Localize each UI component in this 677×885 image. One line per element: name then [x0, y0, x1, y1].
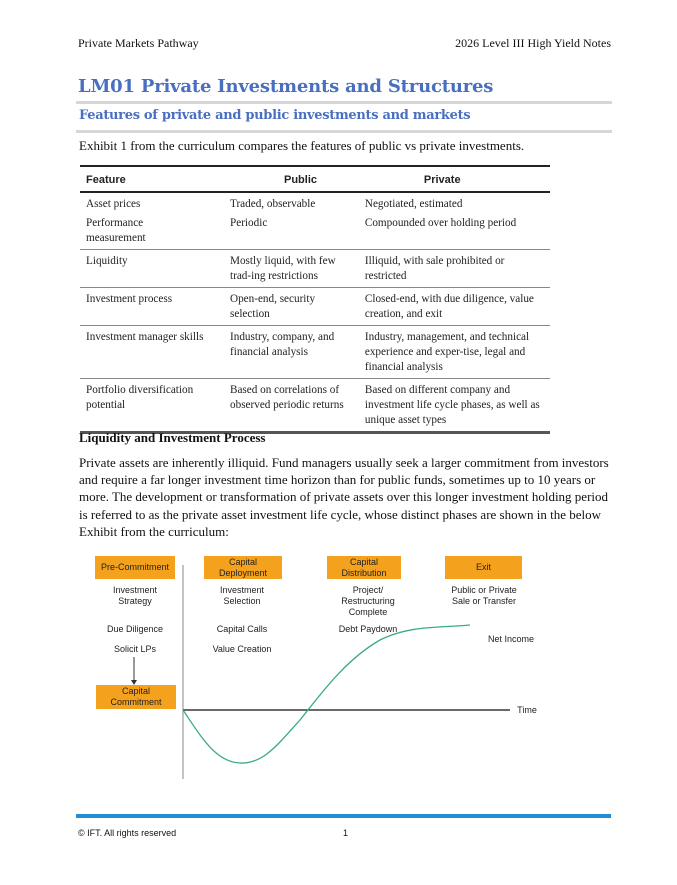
- cell-feature: Liquidity: [80, 250, 224, 288]
- phase-box-capital-deployment: Capital Deployment: [204, 556, 282, 579]
- intro-text: Exhibit 1 from the curriculum compares the features of public vs private investments.: [79, 138, 525, 153]
- net-income-curve: [183, 625, 470, 763]
- phase-item: Value Creation: [212, 644, 272, 654]
- footer-copyright: © IFT. All rights reserved: [78, 828, 177, 838]
- cell-public: Mostly liquid, with few trad-ing restrictions: [224, 250, 359, 288]
- phase-item: Due Diligence: [106, 624, 164, 634]
- phase-item: Project/ Restructuring Complete: [341, 585, 395, 617]
- cell-private: Closed-end, with due diligence, value creation, and exit: [359, 288, 550, 326]
- cell-feature: Asset prices: [86, 198, 141, 210]
- header-public: Public: [224, 166, 359, 192]
- footer-page-number: 1: [343, 828, 349, 838]
- footer-rule: [76, 814, 611, 818]
- header-left: Private Markets Pathway: [78, 36, 199, 50]
- cell-public: Based on correlations of observed periodic returns: [224, 379, 359, 433]
- phase-item: Investment Selection: [219, 585, 265, 606]
- cell-private: Negotiated, estimated: [364, 198, 463, 210]
- phase-box-exit: Exit: [445, 556, 522, 579]
- cell-private: Illiquid, with sale prohibited or restricted: [359, 250, 550, 288]
- cell-public: Industry, company, and financial analysis: [224, 326, 359, 379]
- time-axis-label: Time: [517, 705, 537, 715]
- header-private: Private: [359, 166, 550, 192]
- cell-feature: Portfolio diversification potential: [80, 379, 224, 433]
- cell-public: Periodic: [224, 215, 359, 250]
- section-subtitle: Features of private and public investments and markets: [79, 108, 471, 123]
- net-income-label: Net Income: [487, 634, 535, 644]
- page-title: LM01 Private Investments and Structures: [78, 76, 494, 97]
- cell-private: Industry, management, and technical experience and exper-tise, legal and financial analysis: [359, 326, 550, 379]
- phase-item: Solicit LPs: [113, 644, 157, 654]
- header-feature: Feature: [80, 166, 224, 192]
- header-right: 2026 Level III High Yield Notes: [455, 36, 611, 50]
- liquidity-heading: Liquidity and Investment Process: [79, 430, 266, 445]
- cell-public: Open-end, security selection: [224, 288, 359, 326]
- cell-public: Traded, observable: [230, 198, 316, 210]
- cell-private: Compounded over holding period: [359, 215, 550, 250]
- phase-item: Investment Strategy: [112, 585, 158, 606]
- phase-box-capital-distribution: Capital Distribution: [327, 556, 401, 579]
- cell-feature: Investment manager skills: [80, 326, 224, 379]
- phase-item: Debt Paydown: [338, 624, 398, 634]
- cell-feature: Performance measurement: [80, 215, 224, 250]
- cell-private: Based on different company and investment life cycle phases, as well as unique asset types: [359, 379, 550, 433]
- capital-commitment-box: Capital Commitment: [96, 685, 176, 709]
- phase-box-pre-commitment: Pre-Commitment: [95, 556, 175, 579]
- cell-feature: Investment process: [80, 288, 224, 326]
- liquidity-paragraph: Private assets are inherently illiquid. Fund managers usually seek a larger commitment from investors and require a far longer investment time horizon than for public funds, sometimes up to 10 years or more. The development or transformation of private assets over this longer investment holding period is referred to as the private asset investment life cycle, whose distinct phases are shown in the below Exhibit from the curriculum:: [79, 455, 609, 539]
- arrow-down-icon: [131, 680, 137, 685]
- phase-item: Capital Calls: [216, 624, 268, 634]
- phase-item: Public or Private Sale or Transfer: [451, 585, 517, 606]
